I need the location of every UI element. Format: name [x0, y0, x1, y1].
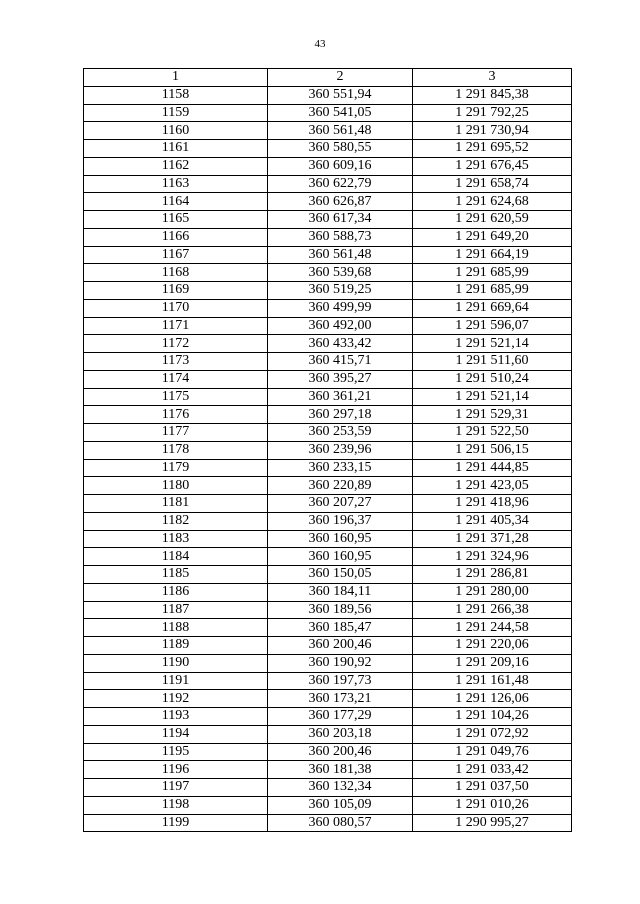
table-row — [84, 441, 572, 459]
table-row — [84, 104, 572, 122]
y-coordinate-cell: 1 291 624,68 — [413, 193, 572, 211]
y-coordinate-cell: 1 291 072,92 — [413, 725, 572, 743]
x-coordinate-cell: 360 609,16 — [268, 157, 413, 175]
y-coordinate-cell: 1 291 126,06 — [413, 690, 572, 708]
y-coordinate-cell: 1 291 730,94 — [413, 122, 572, 140]
point-number-cell: 1174 — [84, 370, 268, 388]
y-coordinate-cell: 1 291 280,00 — [413, 583, 572, 601]
point-number-cell: 1180 — [84, 477, 268, 495]
column-header-x-coordinate: 2 — [268, 69, 413, 87]
table-row — [84, 583, 572, 601]
y-coordinate-cell: 1 291 033,42 — [413, 761, 572, 779]
table-row — [84, 566, 572, 584]
point-number-cell: 1186 — [84, 583, 268, 601]
table-row — [84, 459, 572, 477]
y-coordinate-cell: 1 291 664,19 — [413, 246, 572, 264]
point-number-cell: 1176 — [84, 406, 268, 424]
point-number-cell: 1163 — [84, 175, 268, 193]
y-coordinate-cell: 1 291 286,81 — [413, 566, 572, 584]
point-number-cell: 1166 — [84, 228, 268, 246]
x-coordinate-cell: 360 184,11 — [268, 583, 413, 601]
point-number-cell: 1164 — [84, 193, 268, 211]
point-number-cell: 1191 — [84, 672, 268, 690]
table-row — [84, 743, 572, 761]
y-coordinate-cell: 1 291 161,48 — [413, 672, 572, 690]
table-row — [84, 814, 572, 832]
point-number-cell: 1190 — [84, 654, 268, 672]
point-number-cell: 1158 — [84, 86, 268, 104]
x-coordinate-cell: 360 541,05 — [268, 104, 413, 122]
y-coordinate-cell: 1 291 522,50 — [413, 424, 572, 442]
point-number-cell: 1198 — [84, 796, 268, 814]
point-number-cell: 1193 — [84, 708, 268, 726]
table-row — [84, 282, 572, 300]
x-coordinate-cell: 360 190,92 — [268, 654, 413, 672]
y-coordinate-cell: 1 291 658,74 — [413, 175, 572, 193]
point-number-cell: 1196 — [84, 761, 268, 779]
y-coordinate-cell: 1 291 266,38 — [413, 601, 572, 619]
point-number-cell: 1195 — [84, 743, 268, 761]
coordinates-table — [83, 68, 572, 832]
y-coordinate-cell: 1 291 676,45 — [413, 157, 572, 175]
x-coordinate-cell: 360 196,37 — [268, 512, 413, 530]
page-number: 43 — [314, 38, 326, 50]
point-number-cell: 1182 — [84, 512, 268, 530]
y-coordinate-cell: 1 291 104,26 — [413, 708, 572, 726]
y-coordinate-cell: 1 291 444,85 — [413, 459, 572, 477]
y-coordinate-cell: 1 291 506,15 — [413, 441, 572, 459]
x-coordinate-cell: 360 588,73 — [268, 228, 413, 246]
x-coordinate-cell: 360 617,34 — [268, 211, 413, 229]
x-coordinate-cell: 360 160,95 — [268, 548, 413, 566]
x-coordinate-cell: 360 539,68 — [268, 264, 413, 282]
y-coordinate-cell: 1 291 529,31 — [413, 406, 572, 424]
table-row — [84, 619, 572, 637]
table-row — [84, 228, 572, 246]
x-coordinate-cell: 360 561,48 — [268, 122, 413, 140]
y-coordinate-cell: 1 291 695,52 — [413, 140, 572, 158]
table-row — [84, 299, 572, 317]
x-coordinate-cell: 360 395,27 — [268, 370, 413, 388]
x-coordinate-cell: 360 160,95 — [268, 530, 413, 548]
point-number-cell: 1197 — [84, 779, 268, 797]
x-coordinate-cell: 360 181,38 — [268, 761, 413, 779]
x-coordinate-cell: 360 132,34 — [268, 779, 413, 797]
y-coordinate-cell: 1 291 521,14 — [413, 388, 572, 406]
table-row — [84, 530, 572, 548]
point-number-cell: 1183 — [84, 530, 268, 548]
y-coordinate-cell: 1 291 244,58 — [413, 619, 572, 637]
table-row — [84, 708, 572, 726]
y-coordinate-cell: 1 291 220,06 — [413, 637, 572, 655]
x-coordinate-cell: 360 220,89 — [268, 477, 413, 495]
y-coordinate-cell: 1 291 510,24 — [413, 370, 572, 388]
point-number-cell: 1185 — [84, 566, 268, 584]
x-coordinate-cell: 360 197,73 — [268, 672, 413, 690]
x-coordinate-cell: 360 233,15 — [268, 459, 413, 477]
point-number-cell: 1199 — [84, 814, 268, 832]
point-number-cell: 1173 — [84, 353, 268, 371]
point-number-cell: 1179 — [84, 459, 268, 477]
column-header-y-coordinate: 3 — [413, 69, 572, 87]
y-coordinate-cell: 1 291 649,20 — [413, 228, 572, 246]
point-number-cell: 1162 — [84, 157, 268, 175]
x-coordinate-cell: 360 177,29 — [268, 708, 413, 726]
y-coordinate-cell: 1 291 845,38 — [413, 86, 572, 104]
y-coordinate-cell: 1 291 405,34 — [413, 512, 572, 530]
table-row — [84, 779, 572, 797]
x-coordinate-cell: 360 239,96 — [268, 441, 413, 459]
table-row — [84, 264, 572, 282]
table-row — [84, 424, 572, 442]
table-row — [84, 193, 572, 211]
x-coordinate-cell: 360 207,27 — [268, 495, 413, 513]
y-coordinate-cell: 1 291 423,05 — [413, 477, 572, 495]
point-number-cell: 1161 — [84, 140, 268, 158]
x-coordinate-cell: 360 499,99 — [268, 299, 413, 317]
table-row — [84, 140, 572, 158]
table-row — [84, 406, 572, 424]
y-coordinate-cell: 1 291 596,07 — [413, 317, 572, 335]
table-row — [84, 157, 572, 175]
y-coordinate-cell: 1 291 324,96 — [413, 548, 572, 566]
x-coordinate-cell: 360 580,55 — [268, 140, 413, 158]
x-coordinate-cell: 360 253,59 — [268, 424, 413, 442]
y-coordinate-cell: 1 291 511,60 — [413, 353, 572, 371]
table-row — [84, 388, 572, 406]
x-coordinate-cell: 360 200,46 — [268, 743, 413, 761]
point-number-cell: 1175 — [84, 388, 268, 406]
x-coordinate-cell: 360 492,00 — [268, 317, 413, 335]
point-number-cell: 1172 — [84, 335, 268, 353]
y-coordinate-cell: 1 291 037,50 — [413, 779, 572, 797]
point-number-cell: 1187 — [84, 601, 268, 619]
x-coordinate-cell: 360 297,18 — [268, 406, 413, 424]
point-number-cell: 1167 — [84, 246, 268, 264]
table-row — [84, 175, 572, 193]
y-coordinate-cell: 1 291 685,99 — [413, 264, 572, 282]
point-number-cell: 1178 — [84, 441, 268, 459]
point-number-cell: 1177 — [84, 424, 268, 442]
table-row — [84, 548, 572, 566]
table-row — [84, 495, 572, 513]
x-coordinate-cell: 360 626,87 — [268, 193, 413, 211]
table-row — [84, 601, 572, 619]
y-coordinate-cell: 1 291 209,16 — [413, 654, 572, 672]
table-row — [84, 690, 572, 708]
table-row — [84, 335, 572, 353]
y-coordinate-cell: 1 291 418,96 — [413, 495, 572, 513]
x-coordinate-cell: 360 173,21 — [268, 690, 413, 708]
point-number-cell: 1184 — [84, 548, 268, 566]
table-body — [84, 86, 572, 832]
point-number-cell: 1188 — [84, 619, 268, 637]
x-coordinate-cell: 360 189,56 — [268, 601, 413, 619]
y-coordinate-cell: 1 291 669,64 — [413, 299, 572, 317]
table-row — [84, 122, 572, 140]
x-coordinate-cell: 360 080,57 — [268, 814, 413, 832]
x-coordinate-cell: 360 519,25 — [268, 282, 413, 300]
point-number-cell: 1170 — [84, 299, 268, 317]
y-coordinate-cell: 1 291 792,25 — [413, 104, 572, 122]
x-coordinate-cell: 360 105,09 — [268, 796, 413, 814]
point-number-cell: 1171 — [84, 317, 268, 335]
table-row — [84, 637, 572, 655]
y-coordinate-cell: 1 291 521,14 — [413, 335, 572, 353]
x-coordinate-cell: 360 185,47 — [268, 619, 413, 637]
x-coordinate-cell: 360 433,42 — [268, 335, 413, 353]
table-row — [84, 246, 572, 264]
y-coordinate-cell: 1 291 620,59 — [413, 211, 572, 229]
x-coordinate-cell: 360 150,05 — [268, 566, 413, 584]
point-number-cell: 1181 — [84, 495, 268, 513]
point-number-cell: 1189 — [84, 637, 268, 655]
column-header-point-number: 1 — [84, 69, 268, 87]
point-number-cell: 1160 — [84, 122, 268, 140]
x-coordinate-cell: 360 415,71 — [268, 353, 413, 371]
y-coordinate-cell: 1 291 010,26 — [413, 796, 572, 814]
point-number-cell: 1165 — [84, 211, 268, 229]
y-coordinate-cell: 1 291 371,28 — [413, 530, 572, 548]
point-number-cell: 1169 — [84, 282, 268, 300]
table-row — [84, 796, 572, 814]
table-row — [84, 370, 572, 388]
x-coordinate-cell: 360 361,21 — [268, 388, 413, 406]
x-coordinate-cell: 360 551,94 — [268, 86, 413, 104]
header-row — [84, 69, 572, 87]
x-coordinate-cell: 360 200,46 — [268, 637, 413, 655]
x-coordinate-cell: 360 622,79 — [268, 175, 413, 193]
y-coordinate-cell: 1 290 995,27 — [413, 814, 572, 832]
table-header — [84, 69, 572, 87]
point-number-cell: 1194 — [84, 725, 268, 743]
table-row — [84, 761, 572, 779]
table-row — [84, 654, 572, 672]
x-coordinate-cell: 360 203,18 — [268, 725, 413, 743]
table-row — [84, 86, 572, 104]
point-number-cell: 1159 — [84, 104, 268, 122]
point-number-cell: 1168 — [84, 264, 268, 282]
point-number-cell: 1192 — [84, 690, 268, 708]
table-row — [84, 353, 572, 371]
table-row — [84, 672, 572, 690]
table-row — [84, 512, 572, 530]
y-coordinate-cell: 1 291 049,76 — [413, 743, 572, 761]
table-row — [84, 211, 572, 229]
y-coordinate-cell: 1 291 685,99 — [413, 282, 572, 300]
x-coordinate-cell: 360 561,48 — [268, 246, 413, 264]
table-row — [84, 725, 572, 743]
table-row — [84, 317, 572, 335]
table-row — [84, 477, 572, 495]
